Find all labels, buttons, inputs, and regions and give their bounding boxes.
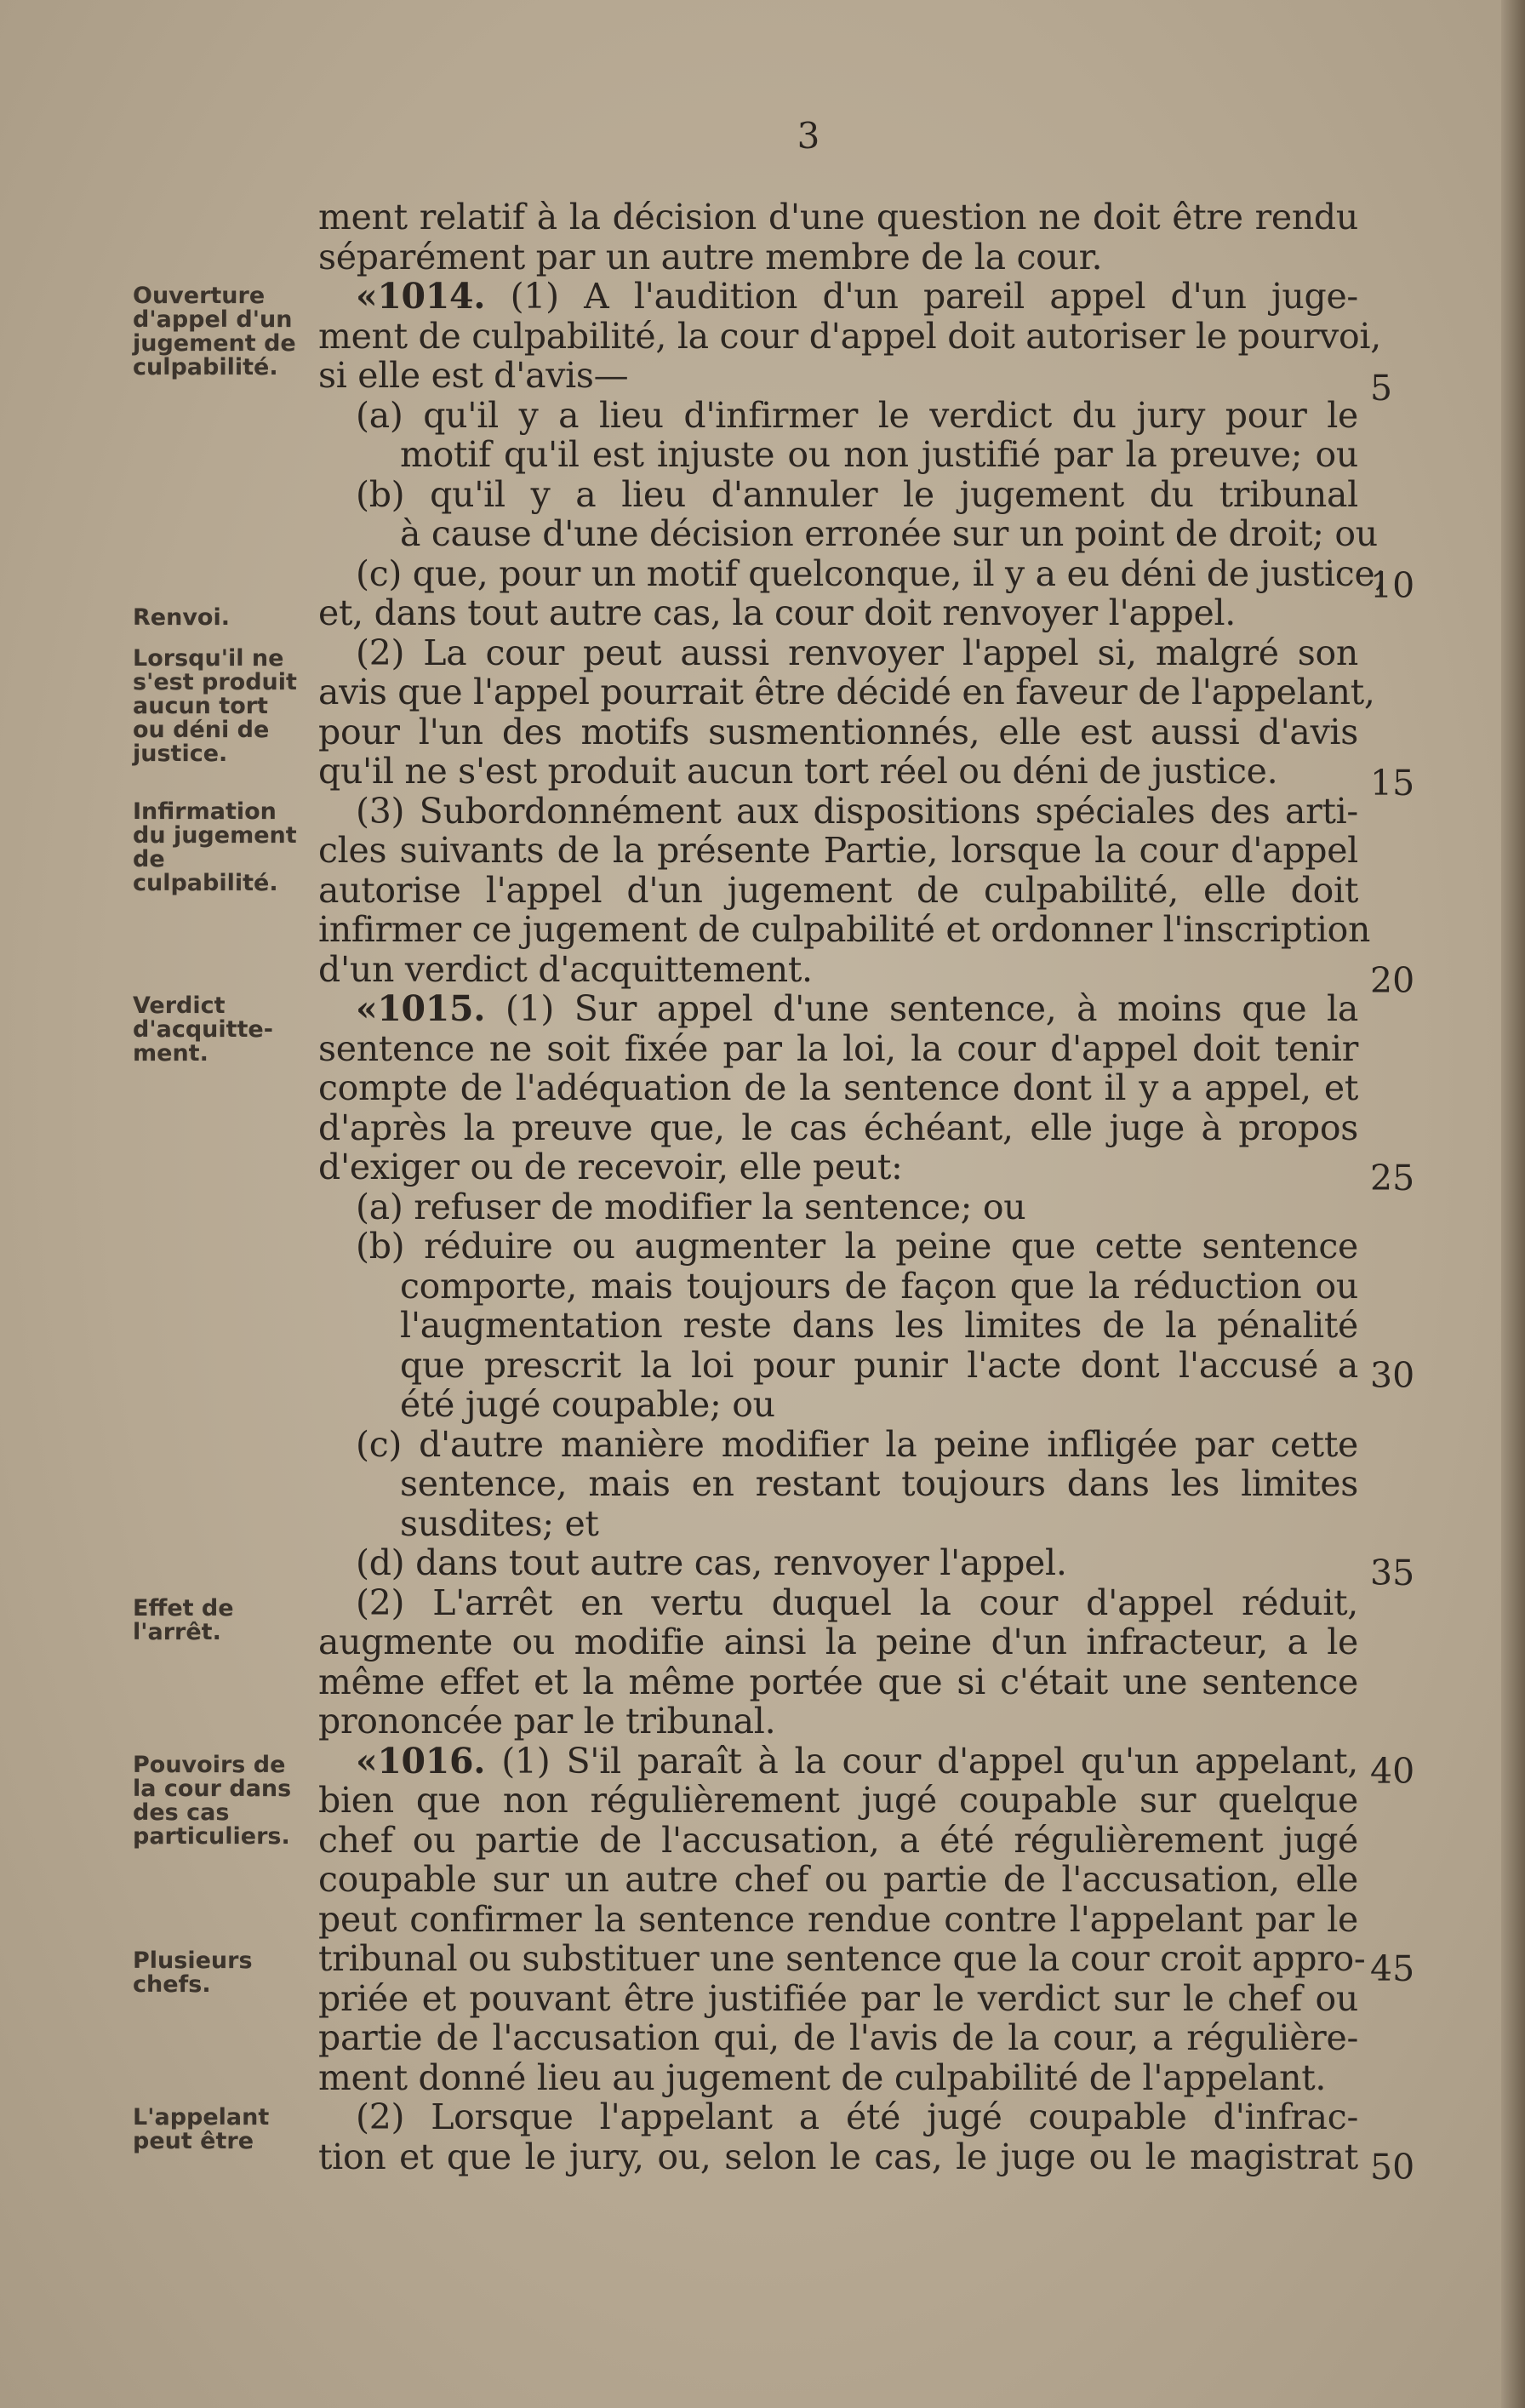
line-text: et, dans tout autre cas, la cour doit renvoyer l'appel. xyxy=(318,592,1237,633)
statute-text xyxy=(318,197,1386,2177)
line-number: 10 xyxy=(1370,565,1415,606)
line-text: (1) Sur appel d'une sentence, à moins que la xyxy=(485,988,1358,1029)
line-text: même effet et la même portée que si c'était une sentence xyxy=(318,1661,1358,1702)
line-text: priée et pouvant être justifiée par le verdict sur le chef ou xyxy=(318,1977,1358,2019)
line-number: 5 xyxy=(1370,368,1393,409)
line-text: qu'il ne s'est produit aucun tort réel ou déni de justice. xyxy=(318,751,1278,792)
text-line xyxy=(318,950,1358,990)
line-text: comporte, mais toujours de façon que la réduction ou xyxy=(400,1265,1358,1307)
line-text: (b) réduire ou augmenter la peine que cette sentence xyxy=(356,1226,1358,1267)
line-text: motif qu'il est injuste ou non justifié par la preuve; ou xyxy=(400,434,1358,475)
text-line xyxy=(318,1622,1358,1662)
line-number: 25 xyxy=(1370,1158,1415,1198)
line-text: d'exiger ou de recevoir, elle peut: xyxy=(318,1147,903,1187)
text-line xyxy=(318,633,1358,673)
line-text: sentence, mais en restant toujours dans les limites xyxy=(400,1463,1358,1504)
margin-note: L'appelant peut être xyxy=(133,2104,270,2154)
line-text: (c) d'autre manière modifier la peine infligée par cette xyxy=(356,1423,1358,1465)
text-line xyxy=(318,2058,1358,2098)
line-text: pour l'un des motifs susmentionnés, elle est aussi d'avis xyxy=(318,711,1358,752)
text-line xyxy=(318,277,1358,317)
margin-note: Renvoi. xyxy=(133,604,230,631)
text-line xyxy=(318,1029,1358,1069)
line-text: (b) qu'il y a lieu d'annuler le jugement du tribunal xyxy=(356,473,1358,515)
line-text: (d) dans tout autre cas, renvoyer l'appel. xyxy=(356,1542,1067,1583)
line-number: 35 xyxy=(1370,1553,1415,1593)
line-text: (2) Lorsque l'appelant a été jugé coupable d'infrac- xyxy=(356,2096,1358,2137)
text-line xyxy=(318,1938,1366,1979)
text-line xyxy=(318,1979,1358,2019)
text-line xyxy=(318,593,1358,633)
line-text: (a) qu'il y a lieu d'infirmer le verdict du jury pour le xyxy=(356,394,1358,436)
text-line xyxy=(318,871,1358,911)
text-line xyxy=(318,1662,1358,1702)
text-line xyxy=(318,792,1358,832)
text-line xyxy=(318,1306,1358,1346)
line-number: 30 xyxy=(1370,1355,1415,1396)
section-number: «1015. xyxy=(356,988,486,1029)
line-text: (2) L'arrêt en vertu duquel la cour d'appel réduit, xyxy=(356,1582,1358,1623)
line-text: susdites; et xyxy=(400,1502,599,1544)
line-text: bien que non régulièrement jugé coupable sur quelque xyxy=(318,1780,1358,1821)
line-text: l'augmentation reste dans les limites de la pénalité xyxy=(400,1305,1358,1346)
section-number: «1014. xyxy=(356,276,486,317)
line-text: (a) refuser de modifier la sentence; ou xyxy=(356,1186,1026,1227)
line-text: que prescrit la loi pour punir l'acte dont l'accusé a xyxy=(400,1344,1358,1386)
text-line xyxy=(318,1227,1358,1267)
text-line xyxy=(318,1147,1358,1187)
line-text: autorise l'appel d'un jugement de culpabilité, elle doit xyxy=(318,869,1358,911)
line-text: si elle est d'avis— xyxy=(318,355,629,396)
line-text: tion et que le jury, ou, selon le cas, le juge ou le magistrat xyxy=(318,2136,1358,2177)
line-text: tribunal ou substituer une sentence que la cour croit appro- xyxy=(318,1938,1366,1979)
text-line xyxy=(318,1346,1358,1386)
line-text: (2) La cour peut aussi renvoyer l'appel si, malgré son xyxy=(356,632,1358,673)
text-line xyxy=(318,1781,1358,1821)
margin-note: Lorsqu'il ne s'est produit aucun tort ou déni de justice. xyxy=(133,645,297,767)
line-text: d'un verdict d'acquittement. xyxy=(318,948,813,990)
text-line xyxy=(318,1464,1358,1504)
text-line xyxy=(318,396,1358,436)
margin-note: Effet de l'arrêt. xyxy=(133,1595,234,1645)
text-line xyxy=(318,1821,1358,1861)
line-text: peut confirmer la sentence rendue contre l'appelant par le xyxy=(318,1898,1358,1940)
line-text: cles suivants de la présente Partie, lorsque la cour d'appel xyxy=(318,830,1358,871)
text-line xyxy=(318,2018,1358,2058)
text-line xyxy=(318,475,1358,515)
line-text: ment donné lieu au jugement de culpabilité de l'appelant. xyxy=(318,2056,1327,2098)
line-text: augmente ou modifie ainsi la peine d'un infracteur, a le xyxy=(318,1622,1358,1662)
text-line xyxy=(318,1860,1358,1900)
line-text: ment de culpabilité, la cour d'appel doit autoriser le pourvoi, xyxy=(318,315,1381,357)
line-text: séparément par un autre membre de la cour. xyxy=(318,236,1103,277)
text-line xyxy=(318,712,1358,752)
text-line xyxy=(318,672,1375,712)
line-text: (1) S'il paraît à la cour d'appel qu'un appelant, xyxy=(485,1740,1358,1782)
margin-note: Ouverture d'appel d'un jugement de culpabilité. xyxy=(133,283,296,380)
text-line xyxy=(318,1385,1358,1425)
text-line xyxy=(318,1504,1358,1544)
line-text: (3) Subordonnément aux dispositions spéciales des arti- xyxy=(356,790,1358,832)
text-line xyxy=(318,1068,1358,1108)
text-line xyxy=(318,831,1358,871)
line-number: 20 xyxy=(1370,960,1415,1001)
text-line xyxy=(318,356,1358,396)
margin-note: Infirmation du jugement de culpabilité. xyxy=(133,798,297,896)
text-line xyxy=(318,752,1358,792)
text-line xyxy=(318,1267,1358,1307)
line-text: sentence ne soit fixée par la loi, la cour d'appel doit tenir xyxy=(318,1027,1358,1069)
text-line xyxy=(318,2137,1358,2177)
text-line xyxy=(318,1702,1358,1742)
text-line xyxy=(318,1900,1358,1940)
margin-note: Pouvoirs de la cour dans des cas particuliers. xyxy=(133,1752,292,1850)
text-line xyxy=(318,1583,1358,1623)
line-text: été jugé coupable; ou xyxy=(400,1384,775,1425)
text-line xyxy=(318,315,1381,357)
text-line xyxy=(318,237,1358,277)
page-edge-shadow xyxy=(1501,0,1525,2408)
line-text: prononcée par le tribunal. xyxy=(318,1701,776,1742)
line-text: (1) A l'audition d'un pareil appel d'un juge- xyxy=(485,276,1358,317)
text-line xyxy=(318,513,1378,554)
text-line xyxy=(318,909,1371,950)
line-text: avis que l'appel pourrait être décidé en faveur de l'appelant, xyxy=(318,672,1375,712)
line-text: partie de l'accusation qui, de l'avis de la cour, a régulière- xyxy=(318,2017,1358,2058)
line-number: 45 xyxy=(1370,1948,1415,1989)
line-text: (c) que, pour un motif quelconque, il y a eu déni de justice; xyxy=(356,552,1386,594)
line-number: 40 xyxy=(1370,1751,1415,1792)
margin-note: Plusieurs chefs. xyxy=(133,1948,253,1998)
text-line xyxy=(318,435,1358,475)
line-text: infirmer ce jugement de culpabilité et ordonner l'inscription xyxy=(318,909,1371,950)
text-line xyxy=(318,1187,1358,1227)
line-number: 15 xyxy=(1370,763,1415,804)
text-line xyxy=(318,1425,1358,1465)
line-text: d'après la preuve que, le cas échéant, elle juge à propos xyxy=(318,1107,1358,1148)
text-line xyxy=(318,1543,1358,1583)
text-line xyxy=(318,552,1386,594)
line-number: 50 xyxy=(1370,2147,1415,2188)
text-line xyxy=(318,1108,1358,1148)
line-text: compte de l'adéquation de la sentence dont il y a appel, et xyxy=(318,1067,1358,1108)
text-line xyxy=(318,1742,1358,1782)
section-number: «1016. xyxy=(356,1740,486,1782)
page-number: 3 xyxy=(797,115,820,157)
text-line xyxy=(318,989,1358,1029)
text-line xyxy=(318,2097,1358,2137)
line-text: à cause d'une décision erronée sur un point de droit; ou xyxy=(400,513,1378,554)
line-text: chef ou partie de l'accusation, a été régulièrement jugé xyxy=(318,1819,1358,1861)
line-text: coupable sur un autre chef ou partie de l'accusation, elle xyxy=(318,1859,1358,1900)
margin-note: Verdict d'acquitte- ment. xyxy=(133,992,273,1067)
text-line xyxy=(318,197,1358,237)
line-text: ment relatif à la décision d'une question ne doit être rendu xyxy=(318,197,1358,237)
